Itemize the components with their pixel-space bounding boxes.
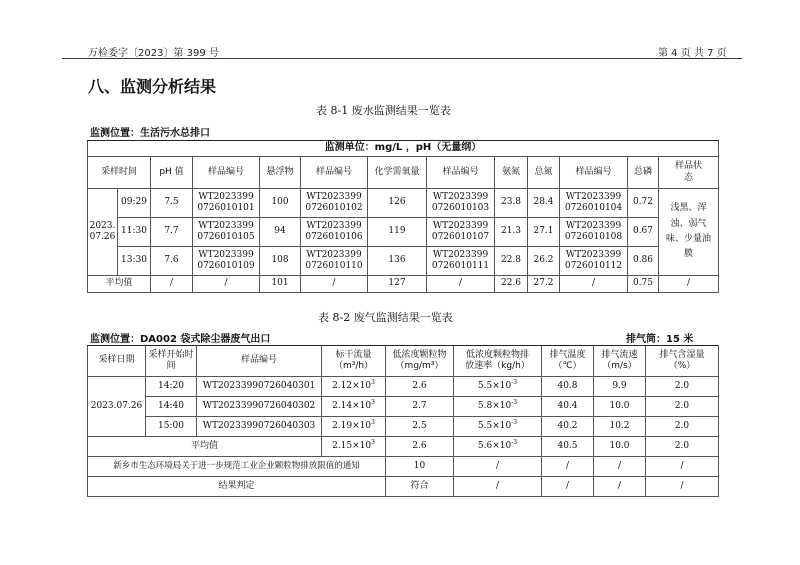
cell-tn: 28.4 [528,189,560,218]
limit-standard-label: 新乡市生态环境局关于进一步规范工业企业颗粒物排放限值的通知 [88,457,386,477]
document-number: 万检委字〔2023〕第 399 号 [88,48,219,59]
cell-nh3: 23.8 [495,189,528,218]
cell-moisture: 2.0 [646,377,719,397]
average-label: 平均值 [88,276,151,293]
exhaust-location: 监测位置：DA002 袋式除尘器废气出口 [90,334,271,345]
cell-cod: 127 [368,276,427,293]
cell-tp: 0.72 [628,189,659,218]
cell-temperature: / [542,477,594,497]
table-row [88,417,719,437]
cell-sample-id: WT20233990726040303 [197,417,322,437]
cell-sample-id: / [560,276,628,293]
cell-tn: 27.2 [528,276,560,293]
header-ph: pH 值 [151,157,193,189]
cell-rate: $5.6\times 10^{-3}$ [454,437,542,457]
cell-rate: / [454,477,542,497]
cell-sample-id: WT2023399 0726010108 [560,218,628,247]
cell-time: 14:40 [146,397,197,417]
table-row [88,377,719,397]
header-sample-id: 样品编号 [197,346,322,377]
cell-cod: 126 [368,189,427,218]
header-cod: 化学需氧量 [368,157,427,189]
cell-concentration: 2.6 [386,377,454,397]
cell-moisture: 2.0 [646,397,719,417]
cell-concentration: 10 [386,457,454,477]
cell-ph: 7.5 [151,189,193,218]
cell-ss: 100 [260,189,301,218]
cell-sample-id: WT2023399 0726010111 [427,247,495,276]
cell-nh3: 22.6 [495,276,528,293]
stack-height: 排气筒：15 米 [626,334,694,345]
header-total-phosphorus: 总磷 [628,157,659,189]
header-sample-state: 样品状态 [659,157,719,189]
cell-ss: 108 [260,247,301,276]
cell-sample-id: WT2023399 0726010101 [193,189,260,218]
cell-ss: 94 [260,218,301,247]
cell-velocity: / [594,477,646,497]
cell-moisture: 2.0 [646,437,719,457]
cell-velocity: / [594,457,646,477]
cell-concentration: 2.7 [386,397,454,417]
cell-temperature: 40.4 [542,397,594,417]
table-row [88,189,719,218]
cell-concentration: 2.6 [386,437,454,457]
cell-moisture: / [646,477,719,497]
cell-moisture: / [646,457,719,477]
cell-velocity: 10.0 [594,397,646,417]
header-ammonia: 氨氮 [495,157,528,189]
cell-time: 13:30 [118,247,151,276]
cell-time: 15:00 [146,417,197,437]
cell-temperature: 40.8 [542,377,594,397]
cell-concentration: 2.5 [386,417,454,437]
cell-sample-id: WT2023399 0726010102 [301,189,368,218]
header-sample-id-1: 样品编号 [193,157,260,189]
header-suspended-solids: 悬浮物 [260,157,301,189]
exhaust-table-caption: 表 8-2 废气监测结果一览表 [318,311,453,324]
cell-rate: $5.5\times 10^{-3}$ [454,377,542,397]
cell-ph: / [151,276,193,293]
cell-rate: $5.5\times 10^{-3}$ [454,417,542,437]
table-row [88,218,719,247]
wastewater-sample-state: 浅黑、浑浊、弱气味、少量油膜 [659,189,719,276]
header-start-time: 采样开始时间 [146,346,197,377]
table-row [88,247,719,276]
cell-sample-id: WT2023399 0726010107 [427,218,495,247]
cell-velocity: 10.0 [594,437,646,457]
exhaust-average-row [88,437,719,457]
cell-flow: $2.12\times 10^3$ [322,377,386,397]
cell-nh3: 21.3 [495,218,528,247]
cell-sample-id: WT20233990726040302 [197,397,322,417]
header-exhaust-velocity: 排气流速 （m/s） [594,346,646,377]
header-emission-rate: 低浓度颗粒物排放速率（kg/h） [454,346,542,377]
cell-temperature: 40.5 [542,437,594,457]
cell-sample-id: WT2023399 0726010112 [560,247,628,276]
cell-ph: 7.7 [151,218,193,247]
cell-ss: 101 [260,276,301,293]
wastewater-average-row [88,276,719,293]
header-sampling-time: 采样时间 [88,157,151,189]
cell-time: 11:30 [118,218,151,247]
header-sample-id-3: 样品编号 [427,157,495,189]
cell-cod: 119 [368,218,427,247]
cell-ph: 7.6 [151,247,193,276]
cell-sample-id: WT2023399 0726010106 [301,218,368,247]
wastewater-location: 监测位置：生活污水总排口 [90,128,210,139]
page-info: 第 4 页 共 7 页 [658,48,727,59]
cell-temperature: / [542,457,594,477]
cell-sample-id: WT2023399 0726010105 [193,218,260,247]
cell-sample-id: / [193,276,260,293]
wastewater-table [87,140,719,293]
header-total-nitrogen: 总氮 [528,157,560,189]
header-moisture: 排气含湿量 （%） [646,346,719,377]
cell-nh3: 22.8 [495,247,528,276]
table-row [88,397,719,417]
cell-sample-id: WT2023399 0726010109 [193,247,260,276]
header-sampling-date: 采样日期 [88,346,146,377]
cell-rate: $5.8\times 10^{-3}$ [454,397,542,417]
exhaust-table [87,345,719,497]
judgement-label: 结果判定 [88,477,386,497]
cell-tp: 0.67 [628,218,659,247]
exhaust-limit-row [88,457,719,477]
cell-sample-id: / [301,276,368,293]
header-exhaust-temperature: 排气温度 （℃） [542,346,594,377]
cell-velocity: 9.9 [594,377,646,397]
cell-time: 14:20 [146,377,197,397]
cell-state: / [659,276,719,293]
cell-temperature: 40.2 [542,417,594,437]
cell-cod: 136 [368,247,427,276]
cell-sample-id: / [427,276,495,293]
header-sample-id-4: 样品编号 [560,157,628,189]
cell-sample-id: WT2023399 0726010104 [560,189,628,218]
cell-tn: 26.2 [528,247,560,276]
cell-rate: / [454,457,542,477]
wastewater-unit-note: 监测单位：mg/L ，pH（无量纲） [88,141,719,157]
wastewater-date: 2023. 07.26 [88,189,118,276]
wastewater-table-caption: 表 8-1 废水监测结果一览表 [316,104,451,117]
header-particulate-concentration: 低浓度颗粒物 （mg/m³） [386,346,454,377]
cell-tn: 27.1 [528,218,560,247]
cell-flow: $2.14\times 10^3$ [322,397,386,417]
cell-tp: 0.75 [628,276,659,293]
cell-flow: $2.19\times 10^3$ [322,417,386,437]
cell-flow: $2.15\times 10^3$ [322,437,386,457]
cell-concentration: 符合 [386,477,454,497]
cell-sample-id: WT20233990726040301 [197,377,322,397]
header-divider [62,58,742,59]
exhaust-judgement-row [88,477,719,497]
exhaust-date: 2023.07.26 [88,377,146,437]
header-flow: 标干流量 （m³/h） [322,346,386,377]
cell-sample-id: WT2023399 0726010110 [301,247,368,276]
header-sample-id-2: 样品编号 [301,157,368,189]
cell-sample-id: WT2023399 0726010103 [427,189,495,218]
average-label: 平均值 [88,437,322,457]
section-title: 八、监测分析结果 [88,77,217,96]
cell-velocity: 10.2 [594,417,646,437]
cell-tp: 0.86 [628,247,659,276]
cell-moisture: 2.0 [646,417,719,437]
cell-time: 09:29 [118,189,151,218]
